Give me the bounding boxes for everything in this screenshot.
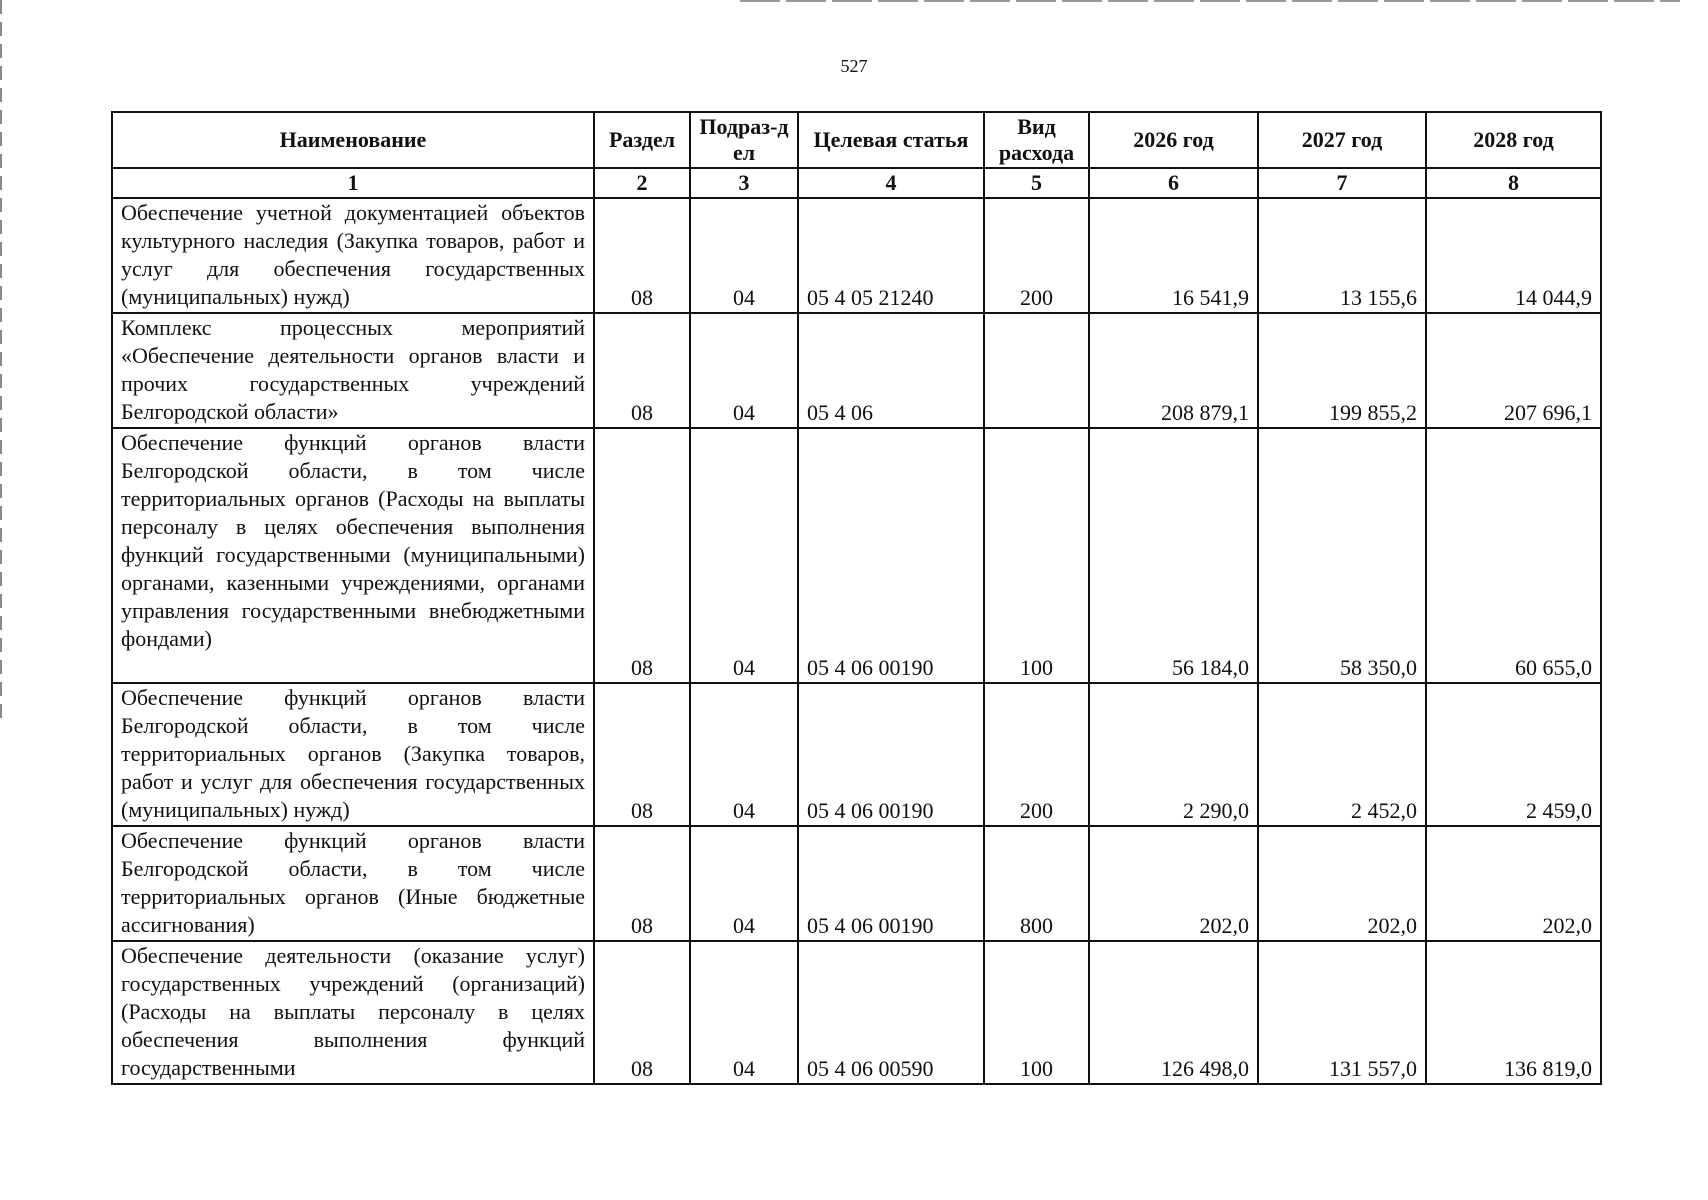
cell-statya: 05 4 06 00190 (798, 428, 984, 683)
table-row (112, 428, 1601, 683)
cell-2028: 14 044,9 (1426, 198, 1601, 313)
header-2026: 2026 год (1089, 112, 1258, 168)
cell-2027: 13 155,6 (1258, 198, 1426, 313)
table-row (112, 198, 1601, 313)
cell-razdel: 08 (594, 428, 690, 683)
cell-vid: 200 (984, 683, 1089, 826)
cell-statya: 05 4 06 00190 (798, 826, 984, 941)
cell-2026: 126 498,0 (1089, 941, 1258, 1084)
cell-2028: 202,0 (1426, 826, 1601, 941)
cell-2028: 2 459,0 (1426, 683, 1601, 826)
column-number: 5 (984, 168, 1089, 198)
header-2027: 2027 год (1258, 112, 1426, 168)
cell-vid: 100 (984, 428, 1089, 683)
budget-table (111, 111, 1602, 1085)
cell-vid: 200 (984, 198, 1089, 313)
cell-2027: 131 557,0 (1258, 941, 1426, 1084)
header-statya: Целевая статья (798, 112, 984, 168)
cell-statya: 05 4 06 (798, 313, 984, 428)
column-number: 3 (690, 168, 798, 198)
cell-podrazdel: 04 (690, 683, 798, 826)
cell-name: Комплекс процессных мероприятий «Обеспечение деятельности органов власти и прочих государственных учреждений Белгородской области» (112, 313, 594, 428)
cell-2027: 199 855,2 (1258, 313, 1426, 428)
header-2028: 2028 год (1426, 112, 1601, 168)
header-razdel: Раздел (594, 112, 690, 168)
cell-razdel: 08 (594, 941, 690, 1084)
cell-2028: 60 655,0 (1426, 428, 1601, 683)
header-row (112, 112, 1601, 168)
cell-razdel: 08 (594, 313, 690, 428)
cell-statya: 05 4 06 00590 (798, 941, 984, 1084)
cell-razdel: 08 (594, 826, 690, 941)
cell-2026: 202,0 (1089, 826, 1258, 941)
column-number: 2 (594, 168, 690, 198)
cell-2027: 2 452,0 (1258, 683, 1426, 826)
cell-name: Обеспечение учетной документацией объектов культурного наследия (Закупка товаров, работ и услуг для обеспечения государственных (муниципальных) нужд) (112, 198, 594, 313)
table-row (112, 683, 1601, 826)
cell-2026: 2 290,0 (1089, 683, 1258, 826)
scan-left-edge (0, 0, 2, 720)
table-row (112, 313, 1601, 428)
cell-2028: 207 696,1 (1426, 313, 1601, 428)
table-row (112, 941, 1601, 1084)
cell-podrazdel: 04 (690, 941, 798, 1084)
scan-top-edge (740, 0, 1680, 2)
cell-name: Обеспечение функций органов власти Белгородской области, в том числе территориальных органов (Закупка товаров, работ и услуг для обеспечения государственных (муниципальных) нужд) (112, 683, 594, 826)
cell-vid: 800 (984, 826, 1089, 941)
cell-2028: 136 819,0 (1426, 941, 1601, 1084)
cell-razdel: 08 (594, 198, 690, 313)
header-podrazdel: Подраз-дел (690, 112, 798, 168)
cell-vid (984, 313, 1089, 428)
header-name: Наименование (112, 112, 594, 168)
page-number: 527 (840, 56, 868, 76)
column-number: 4 (798, 168, 984, 198)
cell-statya: 05 4 06 00190 (798, 683, 984, 826)
cell-razdel: 08 (594, 683, 690, 826)
column-number: 8 (1426, 168, 1601, 198)
cell-vid: 100 (984, 941, 1089, 1084)
cell-name: Обеспечение функций органов власти Белгородской области, в том числе территориальных органов (Расходы на выплаты персоналу в целях обеспечения выполнения функций государственными (муниципальными) органами, казенными учреждениями, органами управления государственными внебюджетными фондами) (112, 428, 594, 683)
column-number: 1 (112, 168, 594, 198)
cell-podrazdel: 04 (690, 198, 798, 313)
cell-2026: 208 879,1 (1089, 313, 1258, 428)
column-number: 6 (1089, 168, 1258, 198)
cell-podrazdel: 04 (690, 428, 798, 683)
cell-podrazdel: 04 (690, 826, 798, 941)
column-number: 7 (1258, 168, 1426, 198)
table-row (112, 826, 1601, 941)
cell-2026: 16 541,9 (1089, 198, 1258, 313)
cell-2026: 56 184,0 (1089, 428, 1258, 683)
column-number-row (112, 168, 1601, 198)
cell-2027: 58 350,0 (1258, 428, 1426, 683)
cell-2027: 202,0 (1258, 826, 1426, 941)
header-vid: Вид расхода (984, 112, 1089, 168)
cell-podrazdel: 04 (690, 313, 798, 428)
cell-statya: 05 4 05 21240 (798, 198, 984, 313)
cell-name: Обеспечение функций органов власти Белгородской области, в том числе территориальных органов (Иные бюджетные ассигнования) (112, 826, 594, 941)
cell-name: Обеспечение деятельности (оказание услуг) государственных учреждений (организаций) (Расходы на выплаты персоналу в целях обеспечения выполнения функций государственными (112, 941, 594, 1084)
